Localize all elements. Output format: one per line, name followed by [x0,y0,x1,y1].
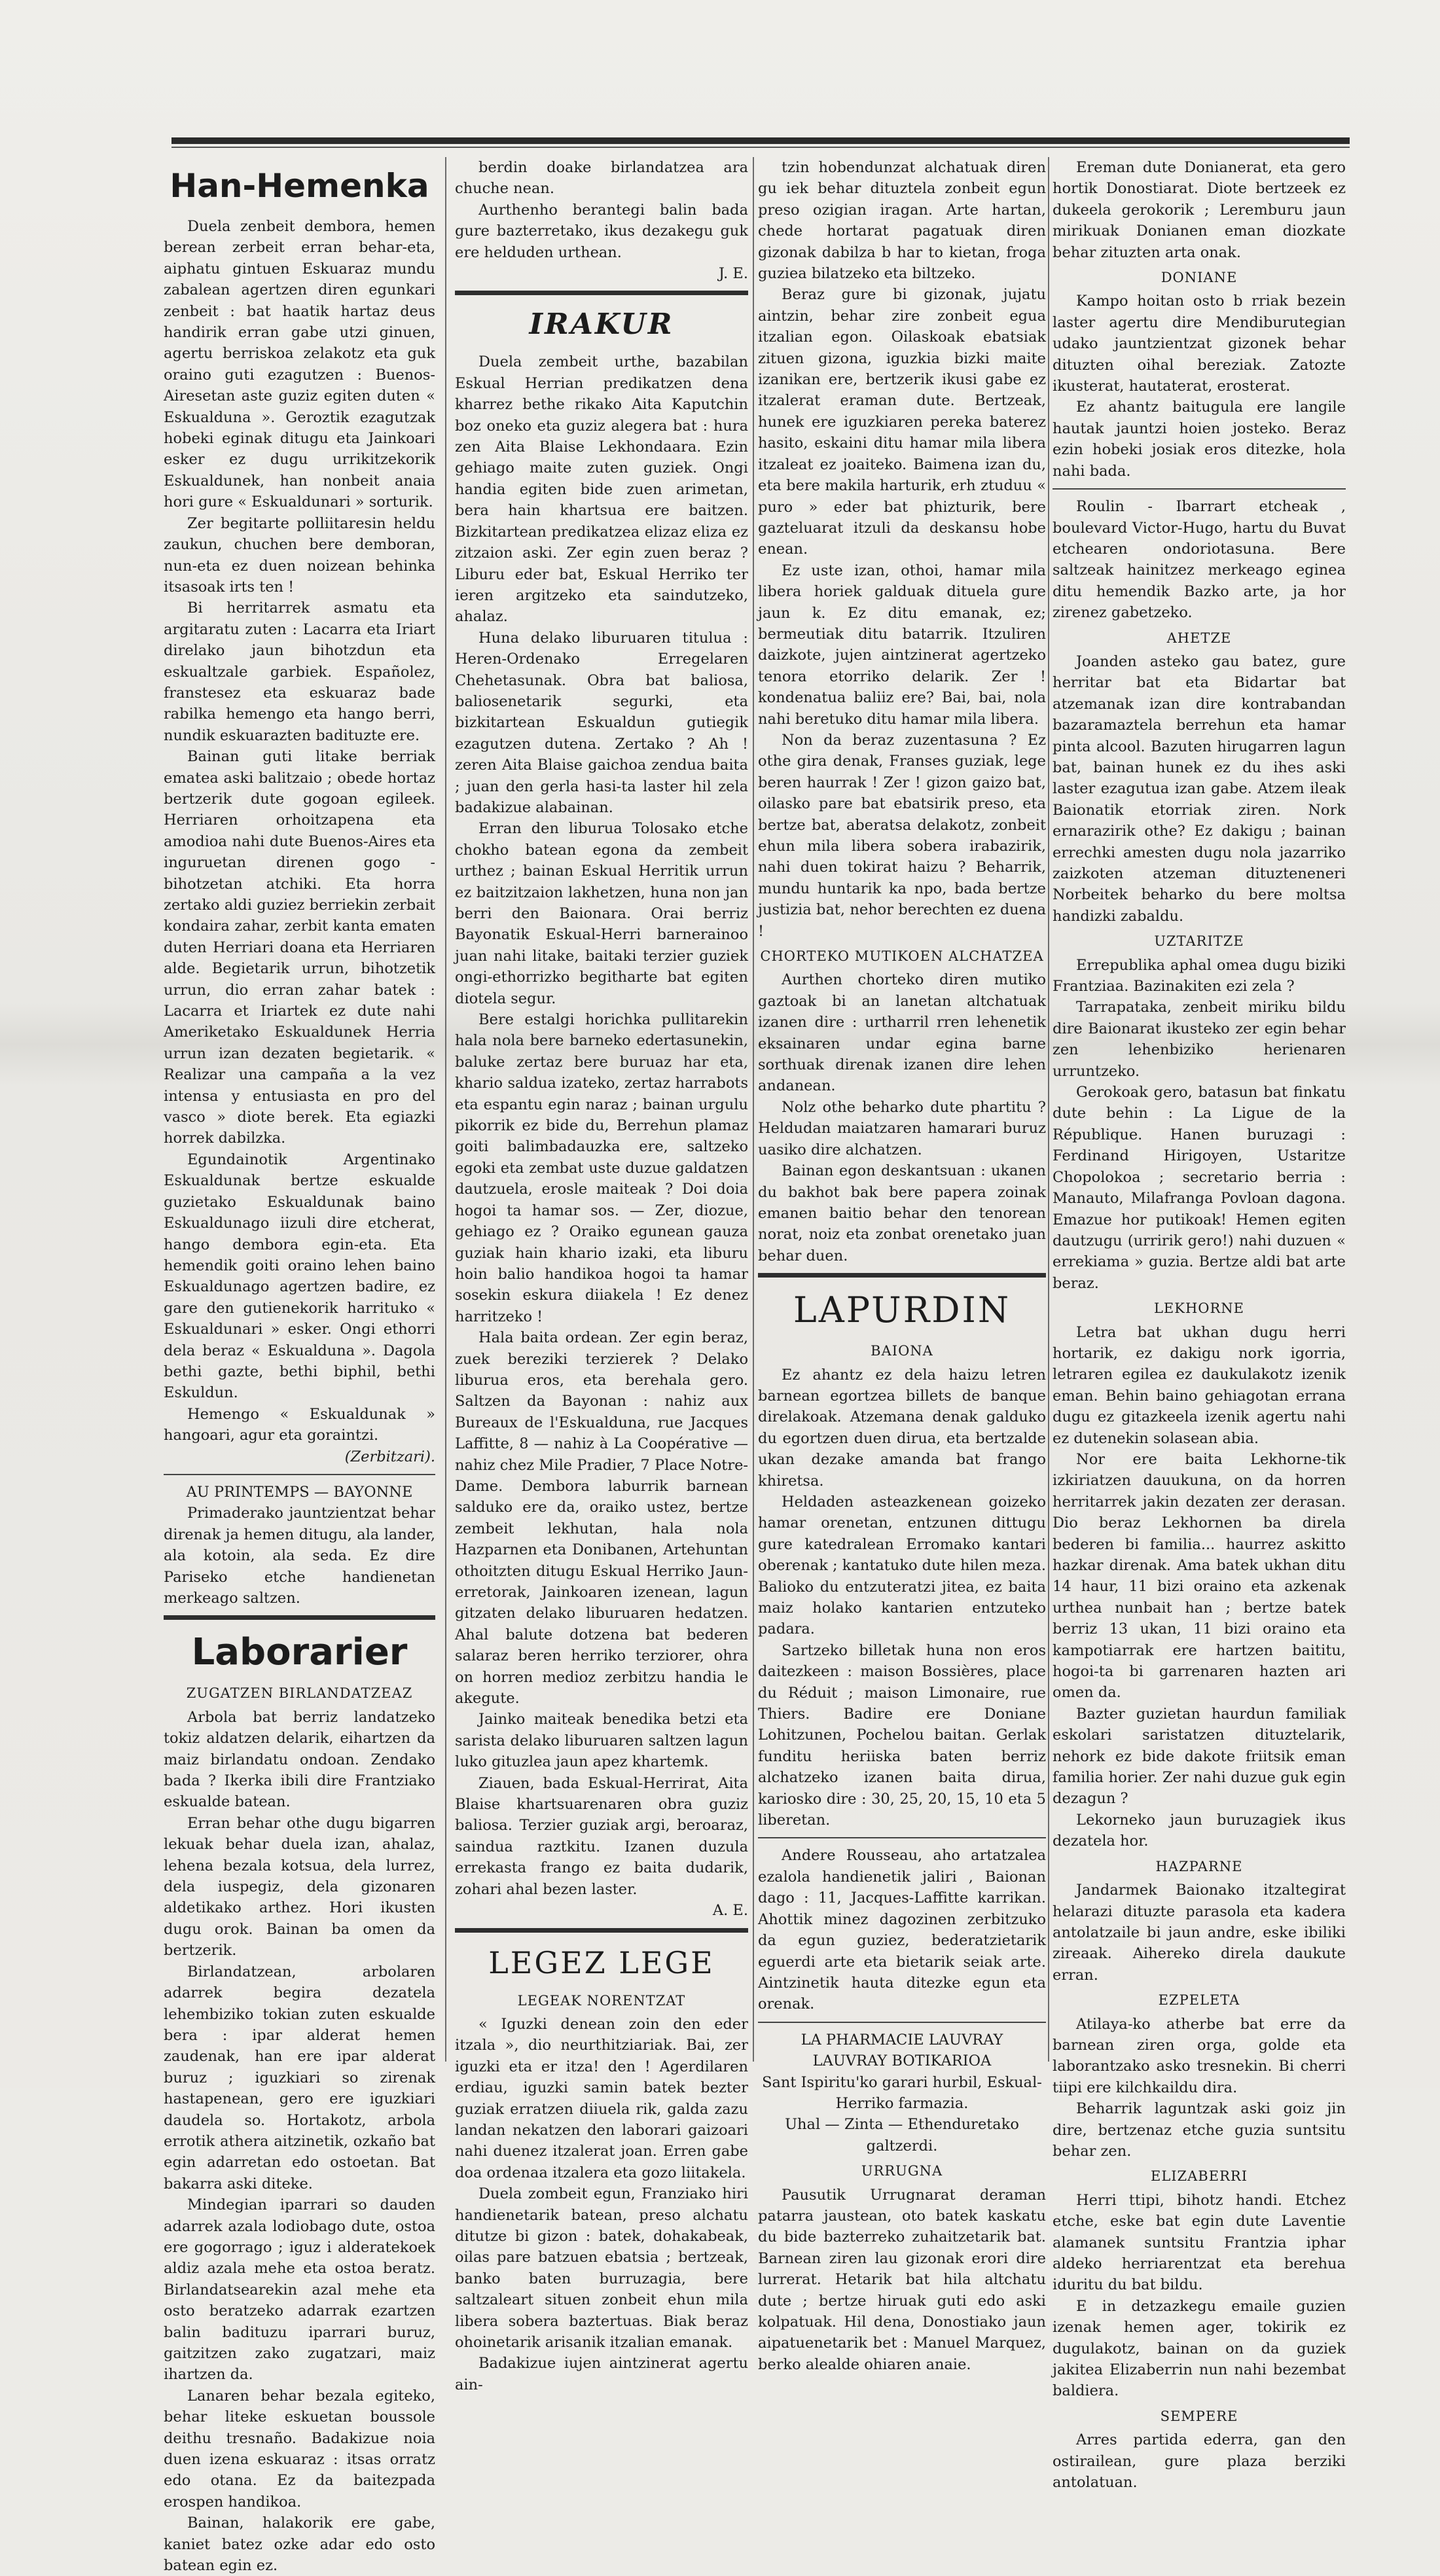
paragraph: Zer begitarte polliitaresin heldu zaukun, chuchen bere demboran, nun-eta ez duen noizean behinka itsasoak irts ten ! [164,514,435,596]
separator [164,1615,435,1620]
column-4 [1053,157,1346,2492]
separator [758,1837,1046,1838]
paragraph: Heldaden asteazkenean goizeko hamar orenetan, entzunen dittugu gure katedralean Erromako kantari oberenak ; kantatuko dute hilen meza. Balioko du entzuteratzi jitea, ez baita maiz holako kantarien entzuteko padara. [758,1493,1046,1638]
column-divider [753,157,754,2062]
top-rule [171,137,1350,144]
signature: (Zerbitzari). [344,1448,435,1465]
subheading: BAIONA [871,1343,933,1359]
section-title-irakur: IRAKUR [529,308,674,342]
paragraph: Letra bat ukhan dugu herri hortarik, ez dakigu nork igorria, letraren egilea ez daukulakotz izenik eman. Behin baino gehiagotan errana dugu ez gitazkeela izenik agertu nahi ez dutenekin solasean abia. [1053,1323,1346,1447]
ad-subtitle: LAUVRAY BOTIKARIOA [812,2052,992,2070]
section-title-laborarier: Laborarier [191,1631,408,1674]
ad-text: Primaderako jauntzientzat behar direnak ja hemen ditugu, ala lander, ala kotoin, ala seda. Ez dire Pariseko etche handienetan merkeago saltzen. [164,1505,435,1607]
paragraph: Huna delako liburuaren titulua : Heren-Ordenako Erregelaren Chehetasunak. Obra bat baliosa, baliosenetarik segurki, eta bizkitartean Eskualdun gutiegik ezagutzen dutena. Zertako ? Ah ! zeren Aita Blaise gaichoa zendua baita ; juan den gerla hasi-ta laster hil zela badakizue alabainan. [455,629,748,816]
paragraph: Kampo hoitan osto b rriak bezein laster agertu dire Mendiburutegian udako jauntzientzat gizonek behar dituzten oihal bereziak. Zatozte ikusterat, hautaterat, erosterat. [1053,293,1346,395]
subheading: CHORTEKO MUTIKOEN ALCHATZEA [760,948,1044,965]
signature: J. E. [718,265,748,283]
separator [1053,488,1346,490]
section-title-han-hemenka: Han-Hemenka [170,167,429,205]
signature: A. E. [712,1902,748,1920]
paragraph: Bere estalgi horichka pullitarekin hala nola bere barneko edertasunekin, baluke zertaz bere buruaz har eta, khario saldua izateko, zertaz harrabots eta espantu egin naraz ; bainan urgulu pikorrik ez bide du, Berrehun plamaz goiti balimbadauzka ere, saltzeko egoki eta zembat uste duzue galdatzen dautzuela, erosle maiteak ? Doi doia hogoi ta hamar sos. — Zer, diozue, gehiago ez ? Oraiko egunean gauza guziak hain khario izaki, eta liburu hoin balio handikoa hogoi ta hamar sosekin eskura diiakela ! Ez denez harritzeko ! [455,1011,748,1325]
paragraph: Gerokoak gero, batasun bat finkatu dute behin : La Ligue de la République. Hanen buruzagi : Ferdinand Hirigoyen, Ustaritze Chopolokoa ; secretario berria : Manauto, Milafranga Povloan dagona. Emazue hor putikoak! Hemen egiten dautzugu (urririk gero!) nahi duzuen « errekiama » guzia. Bertze aldi bat arte beraz. [1053,1084,1346,1292]
paragraph: Bainan guti litake berriak ematea aski balitzaio ; obede hortaz bertzerik dute gogoan egileek. Herriaren orhoitzapena eta amodioa nahi dute Buenos-Aires eta inguruetan direnen gogo - bihotzetan atchiki. Eta horra zertako aldi guziez berriekin zerbait kondaira zahar, zerbit kanta ematen duten Herriari doana eta Herriaren alde. Begietarik urrun, bihotzetik urrun, dio erran zahar batek : Lacarra et Iriartek ez dute nahi Ameriketako Eskualdunek Herria urrun izan dezaten begietarik. « Realizar una campaña a la vez intensa y entusiasta en pro del vasco » diote berek. Eta egiazki horrek dabilzka. [164,748,435,1147]
subheading: UZTARITZE [1154,933,1244,950]
paragraph: E in detzazkegu emaile guzien izenak hemen ager, tokirik ez dugulakotz, bainan on da guziek jakitea Elizaberrin nun nahi bezembat baldiera. [1053,2297,1346,2400]
paragraph: Lekorneko jaun buruzagiek ikus dezatela hor. [1053,1811,1346,1850]
column-1 [164,157,435,2575]
paragraph: Ez ahantz ez dela haizu letren barnean egortzea billets de banque direlakoak. Atzemana denak galduko du egortzen duen dirua, eta bertzalde ukan dezake amanda bat frango khiretsa. [758,1366,1046,1490]
paragraph: Tarrapataka, zenbeit miriku bildu dire Baionarat ikusteko zer egin behar zen lehenbiziko herienaren urruntzeko. [1053,999,1346,1080]
column-2 [455,157,748,2393]
paragraph: Birlandatzean, arbolaren adarrek begira dezatela lehembiziko tokian zuten eskualde bera : ipar alderat hemen zaudenak, han ere ipar alderat buruz ; iguzkiari so zirenak hastapenean, gero ere iguzkiari daudela so. Hortakotz, arbola errotik athera aitzinetik, ozkaño bat egin adarretan edo ostoetan. Bat bakarra aski diteke. [164,1963,435,2192]
ad-title: AU PRINTEMPS — BAYONNE [186,1483,413,1501]
paragraph: Ez ahantz baitugula ere langile hautak jauntzi hoien josteko. Beraz ezin hobeki josiak eros ditezke, hola nahi bada. [1053,399,1346,480]
paragraph: Arbola bat berriz landatzeko tokiz aldatzen delarik, eihartzen da maiz birlandatu ondoan. Zendako bada ? Ikerka ibili dire Frantziako eskualde batean. [164,1708,435,1811]
separator [455,1928,748,1933]
paragraph: Beharrik laguntzak aski goiz jin dire, bertzenaz etche guzia suntsitu behar zen. [1053,2100,1346,2160]
paragraph: Badakizue iujen aintzinerat agertu ain- [455,2355,748,2393]
section-title-legez-lege: LEGEZ LEGE [488,1944,715,1980]
subheading: ELIZABERRI [1150,2168,1248,2185]
paragraph: Hala baita ordean. Zer egin beraz, zuek bereziki terzierek ? Delako liburua eros, eta berehala gero. Saltzen da Bayonan : nahiz aux Bureaux de l'Eskualduna, rue Jacques Laffitte, 8 — nahiz à La Coopérative — nahiz chez Mile Pradier, 7 Place Notre-Dame. Dembora laburrik barnean salduko ere da, oraiko ustez, bertze zembeit lekhutan, hala nola Hazparnen eta Donibanen, Artehuntan othoitzten ditugu Eskual Herriko Jaun-erretorak, Jainkoaren izenean, lagun gitzaten delako liburuaren hedatzen. Ahal balute dotzena bat bederen salaraz beren herriko terziorer, ohra on horren medioz zerbitzu handia le akegute. [455,1329,748,1708]
paragraph: Bi herritarrek asmatu eta argitaratu zuten : Lacarra eta Iriart direlako jaun bihotzdun eta eskualtzale garbiek. Españolez, franstesez eta eskuaraz bade rabilka hemengo eta hango berri, nundik eskuarazten badituzte ere. [164,599,435,744]
paragraph: Aurthenho berantegi balin bada gure bazterretako, ikus dezakegu guk ere helduden urthean. [455,201,748,261]
paragraph: Duela zombeit egun, Franziako hiri handienetarik batean, preso alchatu ditutze bi gizon : batek, dohakabeak, oilas pare batzuen ebatsia ; bertzeak, banko baten burruzagia, bere saltzaleart situen zonbeit ehun mila libera sobera baztertuas. Biak beraz ohoinetarik arisanik itzalian emanak. [455,2185,748,2351]
paragraph: Sartzeko billetak huna non eros daitezkeen : maison Bossières, place du Réduit ; maison Limonaire, rue Thiers. Badire ere Doniane Lohitzunen, Pochelou baitan. Gerlak funditu heriiska baten berriz alchatzeko izanen baita dirua, kariosko dire : 30, 25, 20, 15, 10 eta 5 liberetan. [758,1641,1046,1829]
column-3 [758,157,1046,2373]
separator [758,1273,1046,1278]
paragraph: Beraz gure bi gizonak, jujatu aintzin, behar zire zonbeit egua itzalian egon. Oilaskoak ebatsiak zituen gizona, iguzkia bizki maite izanikan ere, bertzerik ikusi gabe ez itzalerat eraman dute. Bertzeak, hunek ere iguzkiaren pereka baterez hasito, eskaini ditu hamar mila libera itzaleat ez joaiteko. Baimena izan du, eta bere makila harturik, erh ztuduu « puro » eder bat phizturik, bere gazteluarat itzuli da deskansu hobe enean. [758,286,1046,558]
subheading: ZUGATZEN BIRLANDATZEAZ [186,1685,413,1702]
paragraph: Ez uste izan, othoi, hamar mila libera horiek galduak dituela gure jaun k. Ez ditu emanak, ez; bermeutiak ditu batarrik. Itzuliren daizkote, jujen aintzinerat agertzeko tenora etorriko delarik. Zer ! kondenatua baliiz ere? Bai, bai, nola nahi beretuko ditu hamar mila libera. [758,562,1046,728]
paragraph: Non da beraz zuzentasuna ? Ez othe gira denak, Franses guziak, lege beren haurrak ! Zer ! gizon gaizo bat, oilasko pare bat ebatsirik preso, eta bertze bat, aberatsa delakotz, zonbeit ehun mila libera sobera irabazirik, nahi duen tokirat haizu ? Beharrik, mundu huntarik ka npo, bada bertze justizia bat, nehor berechten ez duena ! [758,731,1046,940]
paragraph: Aurthen chorteko diren mutiko gaztoak bi an lanetan altchatuak izanen dire : urtharril rren lehenetik eksainaren undar egina barne sorthuak direnak izanen dire lehen andanean. [758,971,1046,1095]
paragraph: Bainan, halakorik ere gabe, kaniet batez ozke adar edo osto batean egin ez. [164,2514,435,2575]
paragraph: Bazter guzietan haurdun familiak eskolari saristatzen dituztelarik, nehork ez bide dakote friitsik eman familia horier. Zer nahi duzue guk egin dezagun ? [1053,1705,1346,1808]
paragraph: Arres partida ederra, gan den ostirailean, gure plaza berziki antolatuan. [1053,2431,1346,2492]
paragraph: Duela zenbeit dembora, hemen berean zerbeit erran behar-eta, aiphatu gintuen Eskuaraz mundu zabalean agertzen diren egunkari zenbeit : bat haatik hartaz deus handirik erran gabe utzi ginuen, agertu berriskoa zelakotz eta guk oraino guti ezagutzen : Buenos-Airesetan aste guziz egiten duten « Eskualduna ». Geroztik ezagutzak hobeki eginak ditugu eta Jainkoari esker ez dugu urrikitzekorik Eskualdunek, han nonbeit anaia hori gure « Eskualdunari » sorturik. [164,218,435,511]
column-divider [1048,157,1049,2062]
paragraph: Jainko maiteak benedika betzi eta sarista delako liburuaren saltzen lagun luko gituzlea jaun apez khartemk. [455,1711,748,1771]
paragraph: Duela zembeit urthe, bazabilan Eskual Herrian predikatzen dena kharrez bethe rikako Aita Kaputchin boz oneko eta guziz alegera bat : hura zen Aita Blaise Lekhondaara. Ezin gehiago maite zuten guziek. Ongi handia egiten bide zuen arimetan, bera hain khartsua ere baitzen. Bizkitartean predikatzea elizaz eliza ez zitzaion aski. Zer egin zuen beraz ? Liburu eder bat, Eskual Herriko ter ieren argitzeko eta saindutzeko, ahalaz. [455,353,748,626]
paragraph: Joanden asteko gau batez, gure herritar bat eta Bidartar bat atzemanak izan dire kontrabandan bazaramaztela berrehun eta hamar pinta alcool. Bazuten hirugarren lagun bat, bainan hunek ez du ihes aski laster ezagutua izan gabe. Atzem ileak Baionatik etorriak ziren. Nork ernarazirik othe? Ez dakigu ; bainan errechki amesten dugu nola jazarriko zaizkoten atzeman dituzteneneri Norbeitek beharko du bere moltsa handizki zabaldu. [1053,653,1346,925]
paragraph: tzin hobendunzat alchatuak diren gu iek behar dituztela zonbeit egun preso ozigian iragan. Arte hartan, chede hortarat pagatuak diren gizonak dabilza b har to kietan, froga guziea bilatzeko eta biltzeko. [758,159,1046,283]
paragraph: Hemengo « Eskualdunak » hangoari, agur eta goraintzi. [164,1405,435,1444]
section-title-lapurdin: LAPURDIN [793,1289,1011,1331]
subheading: LEGEAK NORENTZAT [517,1992,686,2009]
subheading: LEKHORNE [1153,1300,1244,1317]
paragraph: Herri ttipi, bihotz handi. Etchez etche, eske bat egin dute Laventie alamanek suntsitu Frantzia iphar aldeko herriarentzat eta berehua iduritu du bat bildu. [1053,2191,1346,2294]
subheading: DONIANE [1161,270,1238,286]
ad-text: Uhal — Zinta — Ethenduretako galtzerdi. [785,2116,1019,2155]
paragraph: Atilaya-ko atherbe bat erre da barnean ziren orga, golde eta laborantzako asko tresnekin. Bi cherri tiipi ere kilchkaildu dira. [1053,2015,1346,2096]
paragraph: Ereman dute Donianerat, eta gero hortik Donostiarat. Diote bertzeek ez dukeela gerokorik ; Leremburu jaun mirikuak Donianen eman diozkate behar zituzten arta onak. [1053,159,1346,261]
subheading: EZPELETA [1158,1992,1240,2009]
column-divider [445,157,446,2062]
paragraph: Lanaren behar bezala egiteko, behar liteke eskuetan boussole deithu tresnaño. Badakizue noia duen izena eskuaraz : itsas orratz edo otana. Ez da baitezpada erospen handikoa. [164,2387,435,2511]
paragraph: Egundainotik Argentinako Eskualdunak bertze eskualde guzietako Eskualdunak baino Eskualdunago iizuli dire etcherat, hango dembora egin-eta. Eta hemendik goiti oraino lehen baino Eskualdunago agertzen badire, ez gare den gutienekorik harrituko « Eskualdunari » esker. Ongi ethorri dela beraz « Eskualduna ». Dagola bethi gazte, bethi biphil, bethi Eskuldun. [164,1151,435,1402]
subheading: URRUGNA [861,2163,943,2179]
separator [455,291,748,295]
paragraph: Erran den liburua Tolosako etche chokho batean egona da zembeit urthez ; bainan Eskual Herritik urrun ez baitzitzaion lakhetzen, huna non jan berri den Baionara. Orai berriz Bayonatik Eskual-Herri barnerainoo juan nahi litake, baitaki terzier guziek ongi-ethorrizko begitharte bat egiten diotela segur. [455,820,748,1007]
paragraph: Nolz othe beharko dute phartitu ? Heldudan maiatzaren hamarari buruz uasiko dire alchatzen. [758,1098,1046,1158]
paragraph: Mindegian iparrari so dauden adarrek azala lodiobago dute, ostoa ere gogorrago ; iguz i alderatekoek aldiz azala mehe eta ostoa beratz. Birlandatsearekin azal mehe eta osto beratzeko adarrak ezartzen balin badituzu iparrari buruz, gaitzitzen zako zugatzari, maiz ihartzen da. [164,2196,435,2384]
paragraph: berdin doake birlandatzea ara chuche nean. [455,159,748,198]
paragraph: Ziauen, bada Eskual-Herrirat, Aita Blaise khartsuarenaren obra guziz baliosa. Terzier guziak argi, beroaraz, saindua raztkitu. Izanen duzula errekasta frango ez baita dudarik, zohari ahal bezen laster. [455,1774,748,1898]
top-rule-thin [171,147,1350,148]
separator [164,1474,435,1475]
subheading: SEMPERE [1160,2408,1238,2424]
subheading: HAZPARNE [1155,1858,1243,1874]
paragraph: Errepublika aphal omea dugu biziki Frantziaa. Bazinakiten ezi zela ? [1053,956,1346,995]
paragraph: Jandarmek Baionako itzaltegirat helarazi dituzte parasola eta kadera antolatzaile bi jaun andre, eske ibiliki zireaak. Aihereko direla daukute erran. [1053,1882,1346,1984]
paragraph: Bainan egon deskantsuan : ukanen du bakhot bak bere papera zoinak emanen baitio behar den tenorean norat, noiz eta zonbat orenetako juan behar duen. [758,1162,1046,1264]
ad-text: Sant Ispiritu'ko garari hurbil, Eskual-Herriko farmazia. [762,2073,1042,2112]
paragraph: Pausutik Urrugnarat deraman patarra jaustean, oto batek kaskatu du bide bazterreko zuhaitzetarik bat. Barnean ziren lau gizonak erori dire lurrerat. Hetarik bat hila altchatu dute ; bertze hiruak guti edo aski kolpatuak. Hil dena, Donostiako jaun aipatuenetarik bet : Manuel Marquez, berko alealde ohiaren anaie. [758,2186,1046,2373]
ad-title: LA PHARMACIE LAUVRAY [801,2031,1003,2048]
paragraph: Nor ere baita Lekhorne-tik izkiriatzen dauukuna, on da horren herritarrek jakin dezaten zer derasan. Dio beraz Lekhornen ba direla bederen bi familia... haurrez askitto hazkar direnak. Ama batek ukhan ditu 14 haur, 11 bizi oraino eta azkenak urthea nunbait han ; bertze batek berriz 13 ukan, 11 bizi oraino eta kampotiarrak ere hartzen baititu, hogoi-ta bi garrenaren hazten ari omen da. [1053,1450,1346,1702]
ad-text: Roulin - Ibarrart etcheak , boulevard Victor-Hugo, hartu du Buvat etchearen ondoriotasuna. Bere saltzeak hainitzez merkeago eginea ditu hemendik Bazko arte, ja hor zirenez gabetzeko. [1053,498,1346,622]
paragraph: Erran behar othe dugu bigarren lekuak behar duela izan, ahalaz, lehena bezala kotsua, dela lurrez, dela iuspegiz, dela gizonaren aldetikako arthez. Hori ikusten dugu orok. Bainan ba omen da bertzerik. [164,1814,435,1959]
subheading: AHETZE [1166,630,1232,646]
paragraph: « Iguzki denean zoin den eder itzala », dio neurthitziariak. Bai, zer iguzki eta er itza! den ! Agerdilaren erdiau, iguzki samin batek bezter guziak erratzen diiuela rik, galda zazu landan nekatzen den laborari gaizoari nahi duenez itzalerat joan. Erren gabe doa ordenaa itzalera eta gozo liitakela. [455,2015,748,2181]
separator [758,2022,1046,2023]
ad-text: Andere Rousseau, aho artatzalea ezalola handienetik jaliri , Baionan dago : 11, Jacques-Laffitte karrikan. Ahottik minez dagozinen zerbitzuko da egun guziez, bederatzietarik eguerdi arte eta bietarik seiak arte. Aintzinetik hauta ditezke egun eta orenak. [758,1847,1046,2013]
